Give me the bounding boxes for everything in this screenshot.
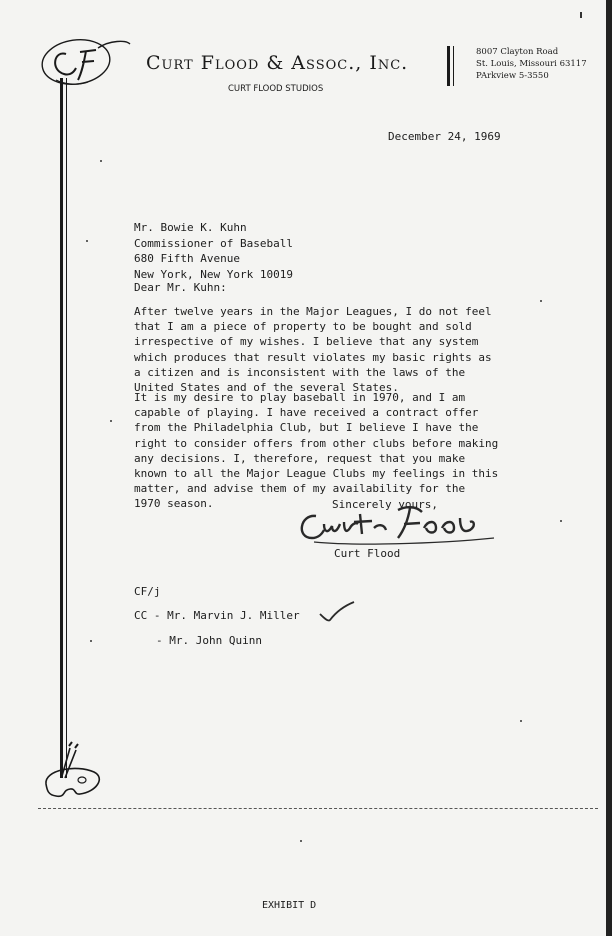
paragraph-line: from the Philadelphia Club, but I believe I have the <box>134 421 479 435</box>
photocopy-speck <box>90 640 92 642</box>
exhibit-label: EXHIBIT D <box>262 900 317 911</box>
paragraph-line: matter, and advise them of my availability for the <box>134 482 466 496</box>
photocopy-speck <box>520 720 522 722</box>
recipient-line: Mr. Bowie K. Kuhn <box>134 221 247 234</box>
recipient-block <box>134 220 293 282</box>
complimentary-close: Sincerely yours, <box>332 498 438 511</box>
photocopy-speck <box>300 840 302 842</box>
address-line: 8007 Clayton Road <box>476 47 559 57</box>
cc-line-1: CC - Mr. Marvin J. Miller <box>134 609 300 622</box>
photocopy-speck <box>560 520 562 522</box>
photocopy-speck <box>100 160 102 162</box>
recipient-line: New York, New York 10019 <box>134 267 293 281</box>
artist-palette-logo <box>36 740 106 810</box>
photocopy-speck <box>540 300 542 302</box>
handwritten-signature <box>294 494 514 550</box>
paragraph-line: which produces that result violates my basic rights as <box>134 350 492 364</box>
photocopy-speck <box>110 420 112 422</box>
address-line: PArkview 5-3550 <box>476 71 549 81</box>
page-bottom-rule <box>38 808 598 809</box>
paragraph-line: that I am a piece of property to be bought and sold <box>134 320 472 334</box>
paragraph-1 <box>134 304 492 395</box>
address-divider <box>447 46 450 86</box>
paragraph-line: It is my desire to play baseball in 1970, and I am <box>134 391 466 404</box>
photocopy-speck <box>580 12 582 18</box>
typist-initials: CF/j <box>134 585 161 598</box>
cc-line-2: - Mr. John Quinn <box>156 634 262 647</box>
paragraph-line: any decisions. I, therefore, request that you make <box>134 451 466 465</box>
paragraph-line: After twelve years in the Major Leagues, I do not feel <box>134 305 492 318</box>
paragraph-line: known to all the Major League Clubs my feelings in this <box>134 467 499 481</box>
signer-name: Curt Flood <box>334 547 401 560</box>
paragraph-line: a citizen and is inconsistent with the laws of the <box>134 365 466 379</box>
paragraph-line: United States and of the several States. <box>134 381 399 395</box>
paragraph-line: 1970 season. <box>134 497 214 511</box>
letterhead-vertical-rule <box>60 78 63 778</box>
letterhead-vertical-rule-thin <box>66 78 67 778</box>
paragraph-line: capable of playing. I have received a contract offer <box>134 406 479 420</box>
salutation: Dear Mr. Kuhn: <box>134 281 227 294</box>
company-address <box>476 46 587 82</box>
photocopy-speck <box>86 240 88 242</box>
address-line: St. Louis, Missouri 63117 <box>476 59 587 69</box>
recipient-line: 680 Fifth Avenue <box>134 252 240 265</box>
checkmark-annotation <box>316 600 356 624</box>
studios-name: CURT FLOOD STUDIOS <box>228 84 324 94</box>
paragraph-line: irrespective of my wishes. I believe that any system <box>134 335 479 349</box>
recipient-line: Commissioner of Baseball <box>134 236 293 250</box>
address-divider-thin <box>453 46 454 86</box>
paragraph-line: right to consider offers from other clubs before making <box>134 436 499 450</box>
letter-date: December 24, 1969 <box>388 130 501 143</box>
cf-monogram-logo <box>36 32 132 96</box>
company-name: Curt Flood & Assoc., Inc. <box>146 52 409 74</box>
